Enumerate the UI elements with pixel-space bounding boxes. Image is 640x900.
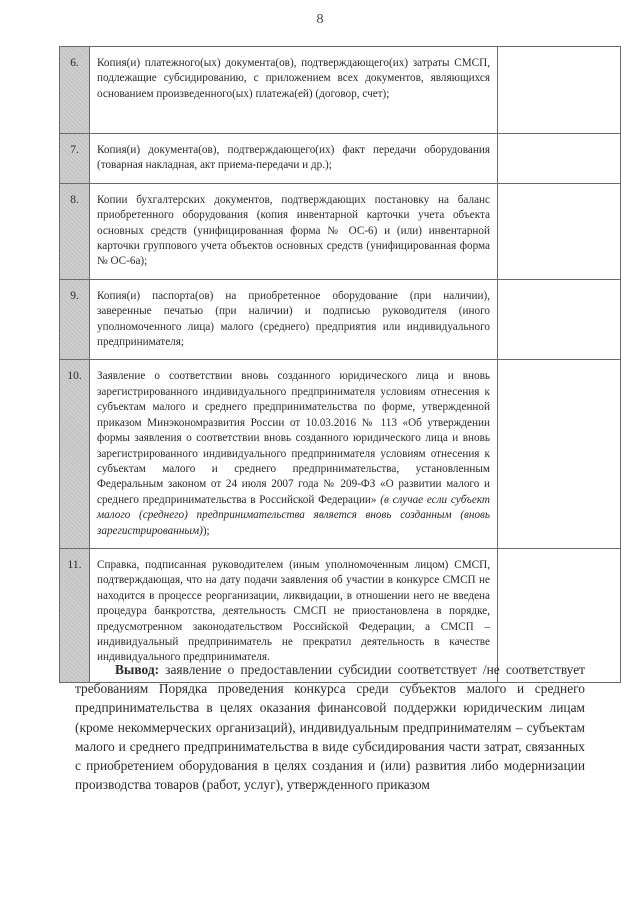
row-text (90, 360, 498, 548)
table-row (60, 360, 621, 548)
row-text: Копии бухгалтерских документов, подтверждающих постановку на баланс приобретенного оборудования (копия инвентарной карточки учета объекта основных средств (унифицированная форма № ОС-6) и (или) инвентарной карточки группового учета объектов основных средств (унифицированная форма № ОС-6а); (90, 183, 498, 279)
row-text: Справка, подписанная руководителем (иным уполномоченным лицом) СМСП, подтверждающая, что на дату подачи заявления об участии в конкурсе СМСП не находится в процессе реорганизации, ликвидации, в отношении него не введена процедура банкротства, деятельность СМСП не приостановлена в порядке, предусмотренном законодательством Российской Федерации, а СМСП – индивидуальный предприниматель не прекратил деятельность в качестве индивидуального предпринимателя. (90, 548, 498, 682)
row-number: 6. (60, 47, 90, 134)
row-empty-cell (498, 183, 621, 279)
row-text-italic-note: (в случае если субъект малого (среднего) предпринимательства является вновь созданным (вновь зарегистрированным) (97, 493, 490, 537)
table-row (60, 134, 621, 184)
row-number: 11. (60, 548, 90, 682)
row-number: 8. (60, 183, 90, 279)
row-number: 10. (60, 360, 90, 548)
conclusion-paragraph (75, 660, 585, 794)
page-number: 8 (316, 12, 324, 27)
row-text-main: Заявление о соответствии вновь созданного юридического лица и вновь зарегистрированного индивидуального предпринимателя условиям отнесения к субъектам малого и среднего предпринимательства по форме, утвержденной приказом Минэкономразвития России от 10.03.2016 № 113 «Об утверждении формы заявления о соответствии вновь созданного юридического лица и вновь зарегистрированного индивидуального предпринимателя условиям отнесения к субъектам малого и среднего предпринимательства, установленным Федеральным законом от 24 июля 2007 года № 209-ФЗ «О развитии малого и среднего предпринимательства в Российской Федерации» (97, 370, 490, 506)
row-text-tail: ); (202, 524, 210, 537)
row-number: 7. (60, 134, 90, 184)
conclusion-text: заявление о предоставлении субсидии соответствует /не соответствует требованиям Порядка проведения конкурса среди субъектов малого и среднего предпринимательства в целях оказания финансовой поддержки юридическим лицам (кроме некоммерческих организаций), индивидуальным предпринимателям – субъектам малого и среднего предпринимательства в виде субсидирования части затрат, связанных с приобретением оборудования в целях создания и (или) развития либо модернизации производства товаров (работ, услуг), утвержденного приказом (75, 662, 585, 793)
row-empty-cell (498, 360, 621, 548)
row-number: 9. (60, 279, 90, 360)
table-row (60, 47, 621, 134)
row-empty-cell (498, 279, 621, 360)
row-empty-cell (498, 47, 621, 134)
row-text: Копия(и) паспорта(ов) на приобретенное оборудование (при наличии), заверенные печатью (при наличии) и подписью руководителя (иного уполномоченного лица) малого (среднего) предприятия или индивидуального предпринимателя; (90, 279, 498, 360)
table-row (60, 183, 621, 279)
row-empty-cell (498, 134, 621, 184)
row-text: Копия(и) платежного(ых) документа(ов), подтверждающего(их) затраты СМСП, подлежащие субсидированию, с приложением всех документов, являющихся основанием произведенного(ых) платежа(ей) (договор, счет); (90, 47, 498, 134)
row-text: Копия(и) документа(ов), подтверждающего(их) факт передачи оборудования (товарная накладная, акт приема-передачи и др.); (90, 134, 498, 184)
documents-table (59, 46, 621, 683)
table-row (60, 279, 621, 360)
conclusion-label: Вывод: (115, 662, 160, 677)
